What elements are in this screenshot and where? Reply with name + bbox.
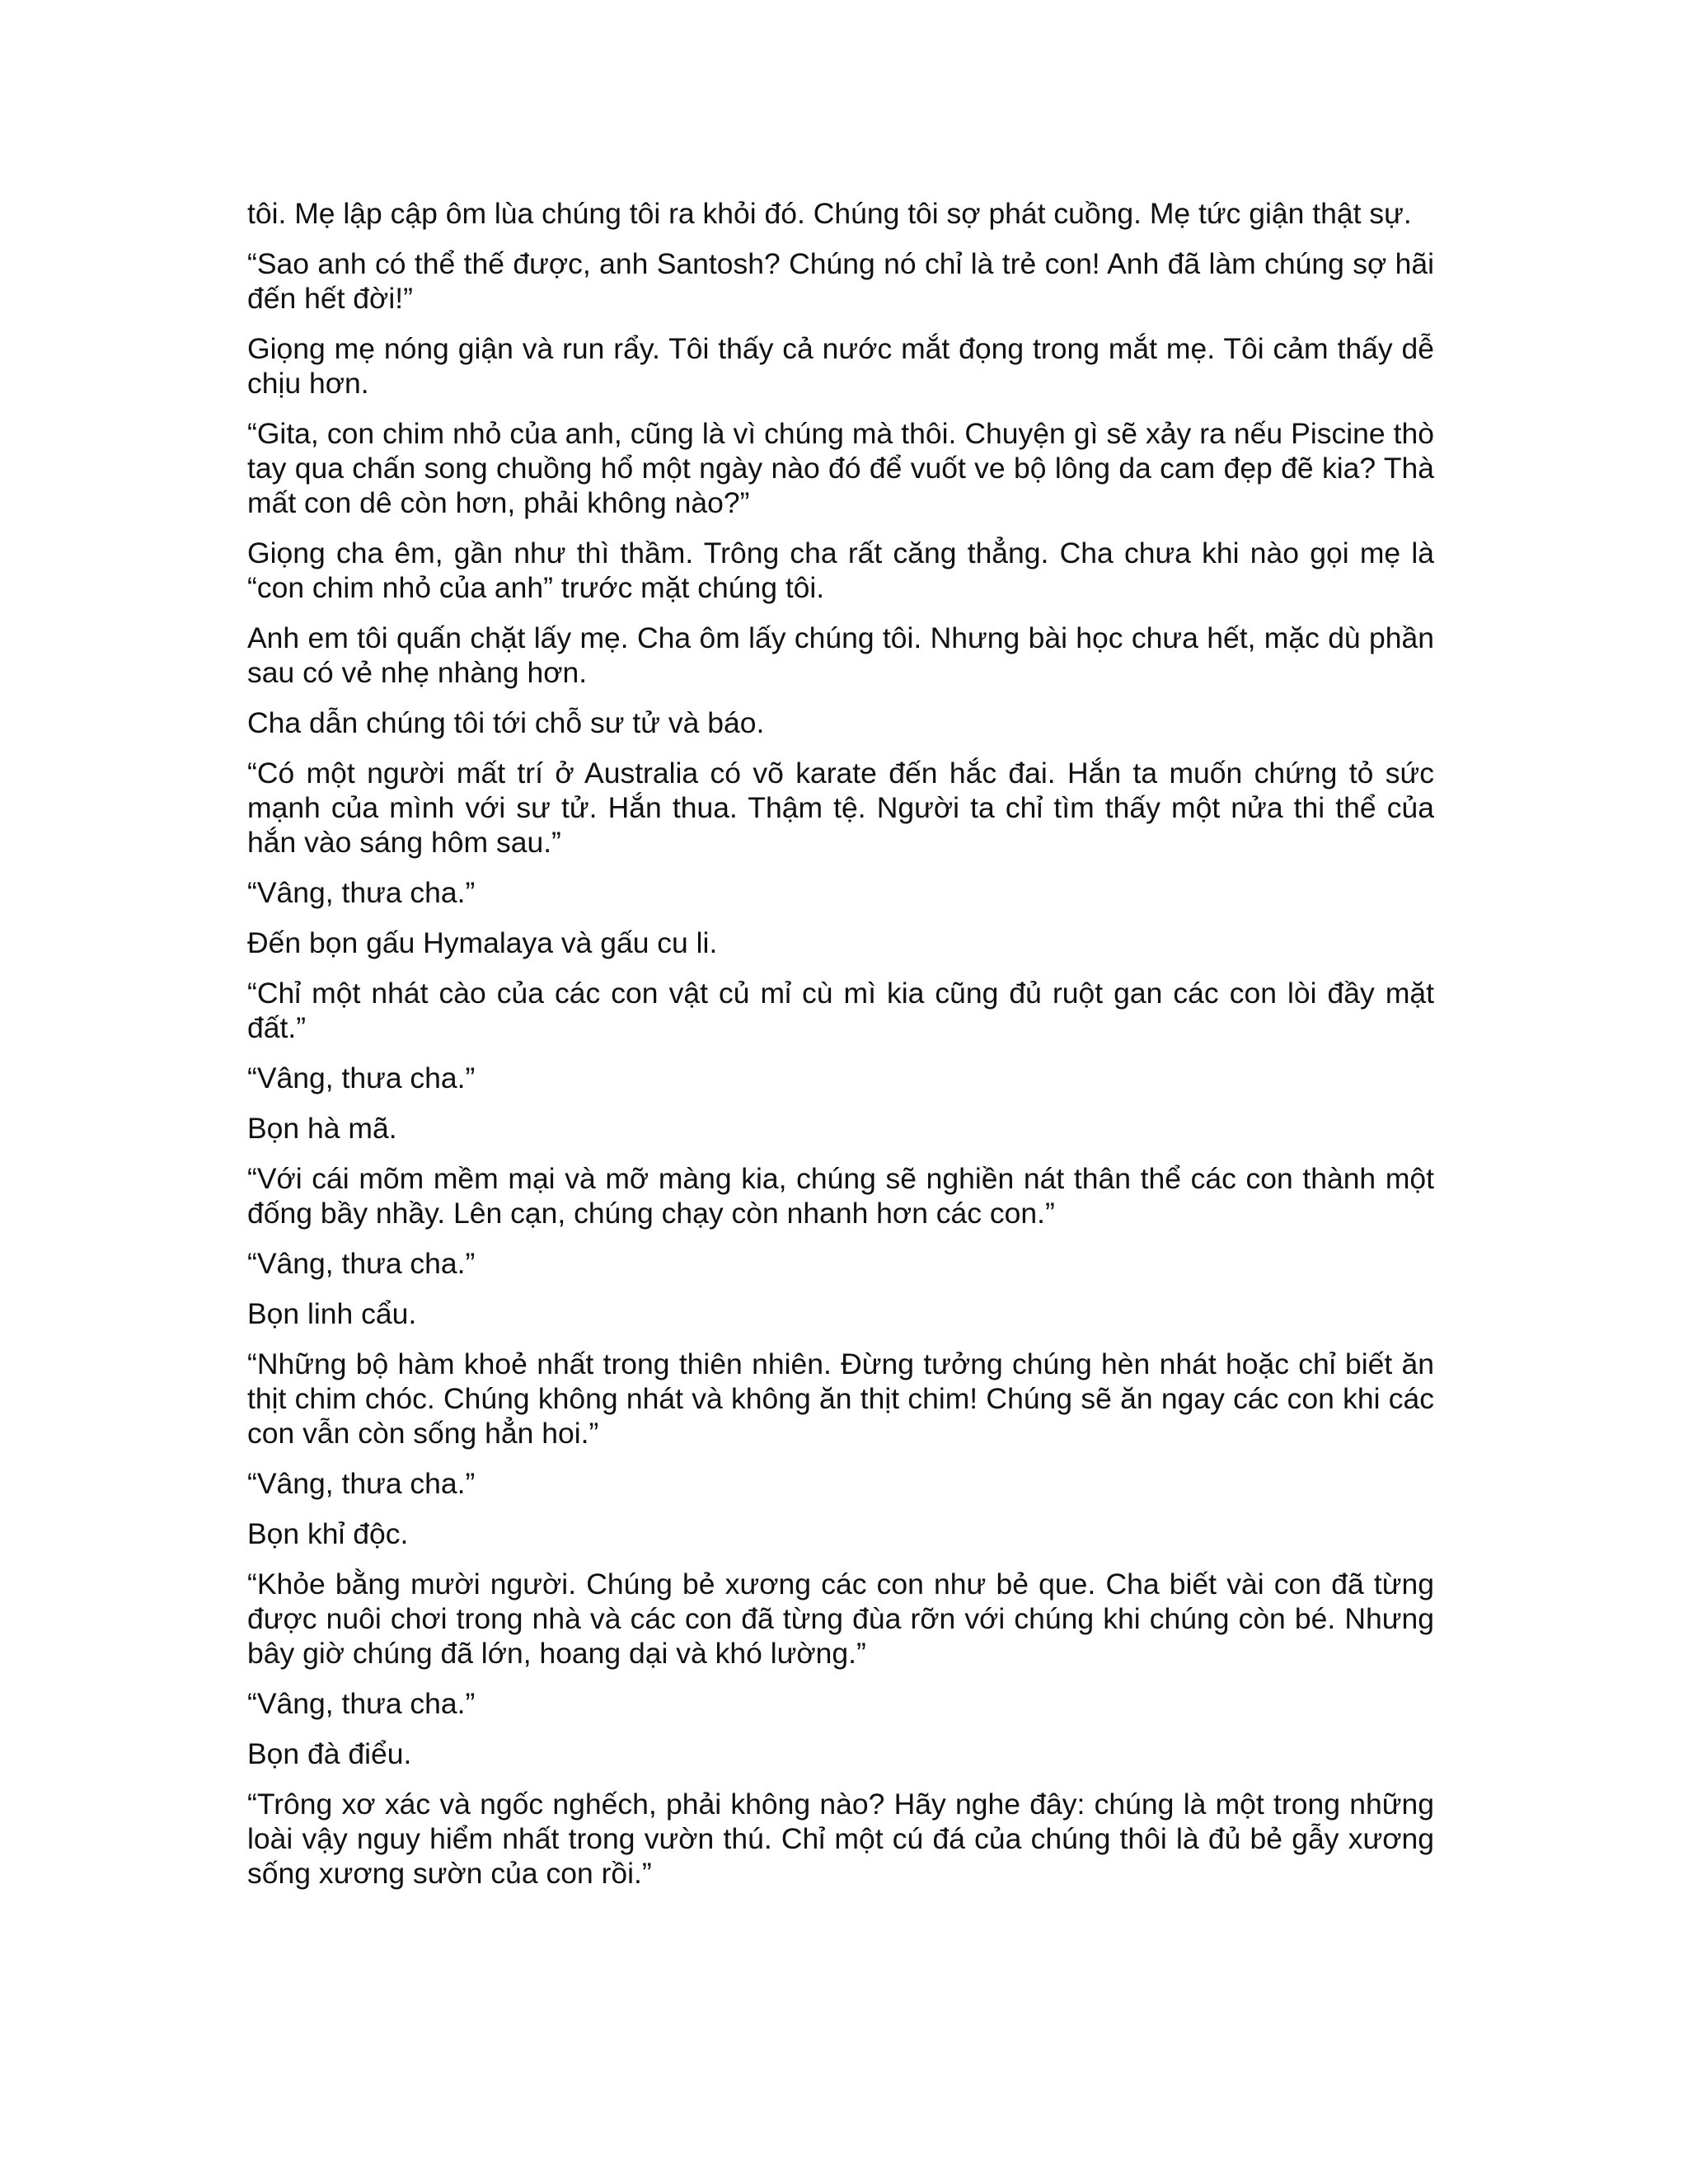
paragraph-9: “Vâng, thưa cha.” [247,876,476,909]
paragraph-1: tôi. Mẹ lập cập ôm lùa chúng tôi ra khỏi đó. Chúng tôi sợ phát cuồng. Mẹ tức giận thật sự. [247,197,1412,230]
paragraph-22: Bọn đà điểu. [247,1737,412,1770]
paragraph-23: “Trông xơ xác và ngốc nghếch, phải không nào? Hãy nghe đây: chúng là một trong những loài vậy nguy hiểm nhất trong vườn thú. Chỉ một cú đá của chúng thôi là đủ bẻ gẫy xương sống xương sườn của con rồi.” [247,1788,1434,1890]
paragraph-12: “Vâng, thưa cha.” [247,1062,476,1094]
document-body [247,196,1434,1906]
paragraph-8: “Có một người mất trí ở Australia có võ karate đến hắc đai. Hắn ta muốn chứng tỏ sức mạnh của mình với sư tử. Hắn thua. Thậm tệ. Người ta chỉ tìm thấy một nửa thi thể của hắn vào sáng hôm sau.” [247,757,1434,859]
paragraph-13: Bọn hà mã. [247,1112,397,1145]
paragraph-5: Giọng cha êm, gần như thì thầm. Trông cha rất căng thẳng. Cha chưa khi nào gọi mẹ là “con chim nhỏ của anh” trước mặt chúng tôi. [247,537,1434,604]
paragraph-11: “Chỉ một nhát cào của các con vật củ mỉ cù mì kia cũng đủ ruột gan các con lòi đầy mặt đất.” [247,977,1434,1044]
paragraph-16: Bọn linh cẩu. [247,1297,417,1330]
paragraph-14: “Với cái mõm mềm mại và mỡ màng kia, chúng sẽ nghiền nát thân thể các con thành một đống bầy nhầy. Lên cạn, chúng chạy còn nhanh hơn các con.” [247,1162,1434,1230]
paragraph-19: Bọn khỉ độc. [247,1517,409,1550]
paragraph-3: Giọng mẹ nóng giận và run rẩy. Tôi thấy cả nước mắt đọng trong mắt mẹ. Tôi cảm thấy dễ chịu hơn. [247,332,1434,400]
paragraph-17: “Những bộ hàm khoẻ nhất trong thiên nhiên. Đừng tưởng chúng hèn nhát hoặc chỉ biết ăn thịt chim chóc. Chúng không nhát và không ăn thịt chim! Chúng sẽ ăn ngay các con khi các con vẫn còn sống hẳn hoi.” [247,1347,1434,1450]
paragraph-18: “Vâng, thưa cha.” [247,1467,476,1500]
paragraph-20: “Khỏe bằng mười người. Chúng bẻ xương các con như bẻ que. Cha biết vài con đã từng được nuôi chơi trong nhà và các con đã từng đùa rỡn với chúng khi chúng còn bé. Nhưng bây giờ chúng đã lớn, hoang dại và khó lường.” [247,1568,1434,1670]
paragraph-4: “Gita, con chim nhỏ của anh, cũng là vì chúng mà thôi. Chuyện gì sẽ xảy ra nếu Piscine thò tay qua chấn song chuồng hổ một ngày nào đó để vuốt ve bộ lông da cam đẹp đẽ kia? Thà mất con dê còn hơn, phải không nào?” [247,417,1434,519]
paragraph-2: “Sao anh có thể thế được, anh Santosh? Chúng nó chỉ là trẻ con! Anh đã làm chúng sợ hãi đến hết đời!” [247,247,1434,315]
paragraph-21: “Vâng, thưa cha.” [247,1687,476,1720]
paragraph-6: Anh em tôi quấn chặt lấy mẹ. Cha ôm lấy chúng tôi. Nhưng bài học chưa hết, mặc dù phần sau có vẻ nhẹ nhàng hơn. [247,621,1434,689]
paragraph-15: “Vâng, thưa cha.” [247,1247,476,1280]
paragraph-7: Cha dẫn chúng tôi tới chỗ sư tử và báo. [247,706,765,739]
paragraph-10: Đến bọn gấu Hymalaya và gấu cu li. [247,926,718,959]
